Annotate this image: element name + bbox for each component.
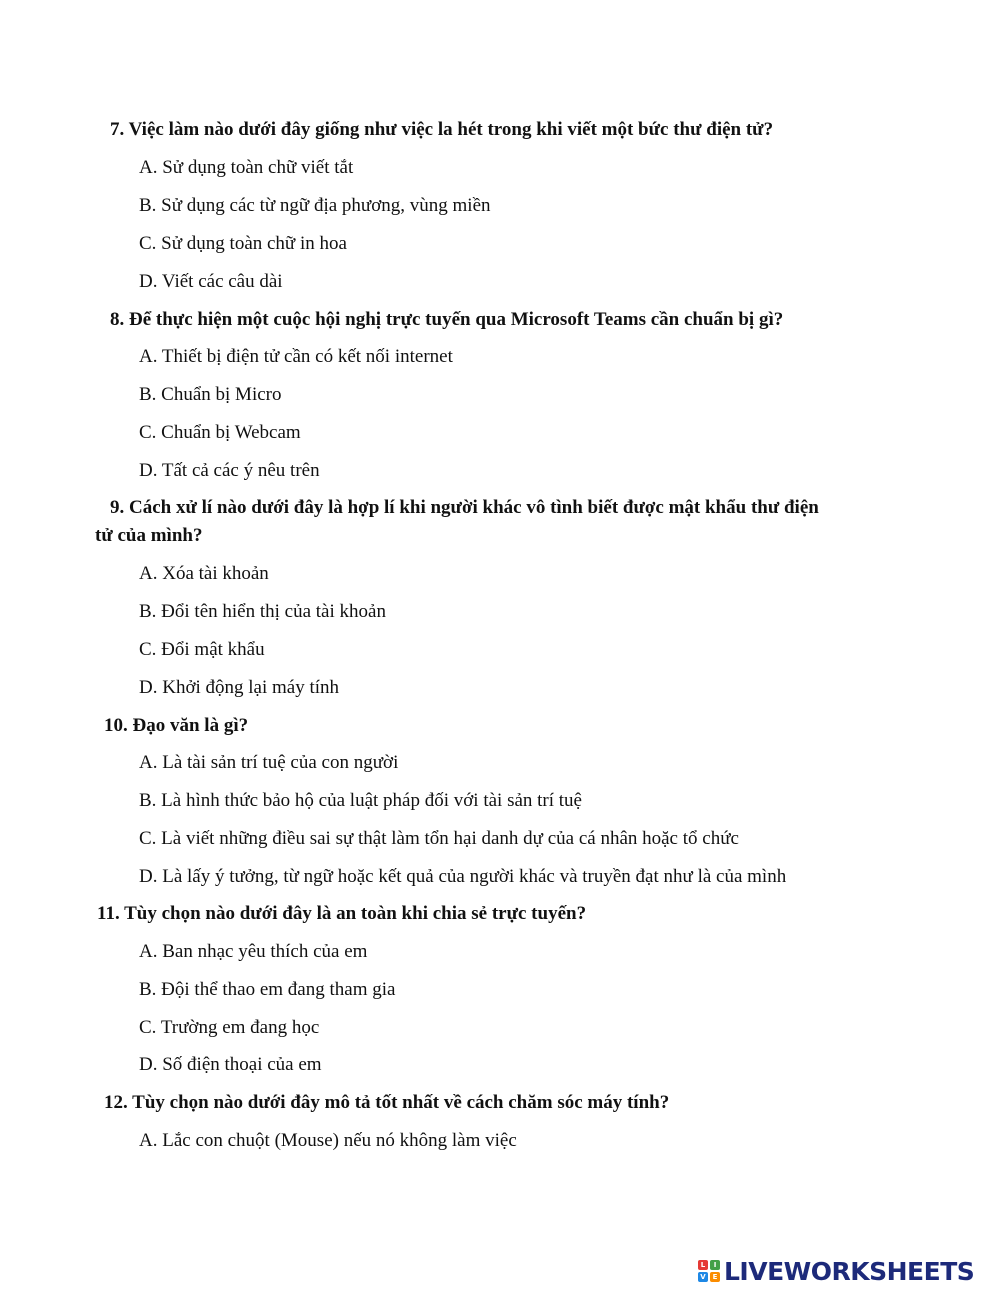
question-11: 11. Tùy chọn nào dưới đây là an toàn khi chia sẻ trực tuyến? [97, 903, 587, 924]
question-9-option-a[interactable]: A. Xóa tài khoản [139, 563, 269, 584]
question-11-option-d[interactable]: D. Số điện thoại của em [139, 1054, 322, 1075]
question-10-option-a[interactable]: A. Là tài sản trí tuệ của con người [139, 752, 399, 773]
logo-tile-e: E [710, 1272, 720, 1282]
question-7-option-a[interactable]: A. Sử dụng toàn chữ viết tắt [139, 157, 354, 178]
question-8-option-a[interactable]: A. Thiết bị điện tử cần có kết nối internet [139, 346, 453, 367]
question-11-option-a[interactable]: A. Ban nhạc yêu thích của em [139, 941, 368, 962]
question-8-option-c[interactable]: C. Chuẩn bị Webcam [139, 422, 301, 443]
question-10-option-c[interactable]: C. Là viết những điều sai sự thật làm tổn hại danh dự của cá nhân hoặc tổ chức [139, 828, 739, 849]
question-12: 12. Tùy chọn nào dưới đây mô tả tốt nhất về cách chăm sóc máy tính? [104, 1092, 670, 1113]
liveworksheets-logo [698, 1256, 974, 1286]
question-7: 7. Việc làm nào dưới đây giống như việc la hét trong khi viết một bức thư điện tử? [110, 119, 774, 140]
question-10: 10. Đạo văn là gì? [104, 715, 249, 736]
question-7-option-b[interactable]: B. Sử dụng các từ ngữ địa phương, vùng miền [139, 195, 491, 216]
logo-tile-i: I [710, 1260, 720, 1270]
liveworksheets-icon [698, 1260, 720, 1282]
question-9-option-d[interactable]: D. Khởi động lại máy tính [139, 677, 340, 698]
question-9-option-c[interactable]: C. Đổi mật khẩu [139, 639, 265, 660]
question-7-option-c[interactable]: C. Sử dụng toàn chữ in hoa [139, 233, 347, 254]
liveworksheets-wordmark: LIVEWORKSHEETS [724, 1256, 975, 1286]
question-9-line-2: tử của mình? [95, 525, 203, 546]
question-10-option-b[interactable]: B. Là hình thức bảo hộ của luật pháp đối với tài sản trí tuệ [139, 790, 582, 811]
question-8: 8. Để thực hiện một cuộc hội nghị trực tuyến qua Microsoft Teams cần chuẩn bị gì? [110, 309, 784, 330]
question-8-option-b[interactable]: B. Chuẩn bị Micro [139, 384, 282, 405]
question-8-option-d[interactable]: D. Tất cả các ý nêu trên [139, 460, 320, 481]
question-12-option-a[interactable]: A. Lắc con chuột (Mouse) nếu nó không làm việc [139, 1130, 517, 1151]
question-7-option-d[interactable]: D. Viết các câu dài [139, 271, 283, 292]
logo-tile-v: V [698, 1272, 708, 1282]
question-11-option-b[interactable]: B. Đội thể thao em đang tham gia [139, 979, 396, 1000]
question-10-option-d[interactable]: D. Là lấy ý tưởng, từ ngữ hoặc kết quả của người khác và truyền đạt như là của mình [139, 866, 787, 887]
question-11-option-c[interactable]: C. Trường em đang học [139, 1017, 320, 1038]
question-9-option-b[interactable]: B. Đổi tên hiển thị của tài khoản [139, 601, 386, 622]
logo-tile-l: L [698, 1260, 708, 1270]
question-9-line-1: 9. Cách xử lí nào dưới đây là hợp lí khi người khác vô tình biết được mật khẩu thư điện [110, 497, 819, 518]
